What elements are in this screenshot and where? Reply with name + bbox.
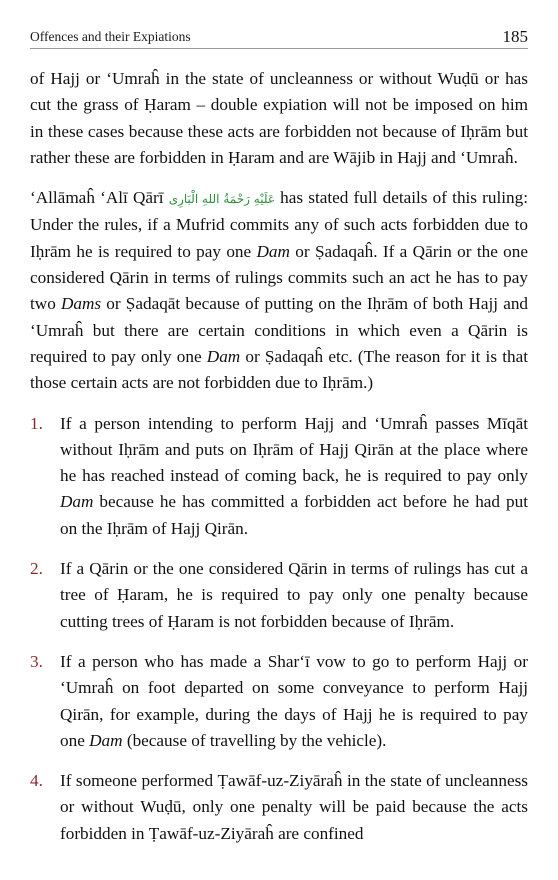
paragraph-text: or Ṣadaqaĥ etc. (The reason for it is that those certain acts are not forbidden due to Iḥrām.): [30, 346, 528, 393]
emphasis-term: Dam: [60, 492, 94, 512]
page-header: [30, 26, 528, 49]
item-text: If someone performed Ṭawāf-uz-Ziyāraĥ in the state of uncleanness or without Wuḍū, only one penalty will be paid because the acts forbidden in Ṭawāf-uz-Ziyāraĥ are confined: [60, 771, 528, 843]
list-item: [30, 556, 528, 635]
page-number: 185: [502, 27, 528, 46]
emphasis-term: Dam: [206, 346, 241, 366]
item-number: 3.: [30, 651, 43, 671]
list-item: [30, 768, 528, 847]
running-title: Offences and their Expiations: [30, 29, 191, 44]
list-item: [30, 411, 528, 542]
item-text: If a person intending to perform Hajj and ‘Umraĥ passes Mīqāt without Iḥrām and puts on Iḥrām of Hajj Qirān at the place where he has reached instead of coming back, he is required to pay only: [60, 413, 528, 486]
item-number: 1.: [30, 413, 43, 433]
paragraph-text: or Ṣadaqaĥ. If a Qārin or the one considered Qārin in terms of rulings commits such an act he has to pay two: [30, 241, 528, 314]
rulings-list: [30, 411, 528, 847]
item-text: because he has committed a forbidden act before he had put on the Iḥrām of Hajj Qirān.: [60, 492, 528, 538]
paragraph-text: or Ṣadaqāt because of putting on the Iḥrām of both Hajj and ‘Umraĥ but there are certain conditions in which even a Qārin is required to pay only one: [30, 294, 529, 366]
list-item: [30, 649, 528, 754]
paragraph-continuation: of Hajj or ‘Umraĥ in the state of uncleanness or without Wuḍū or has cut the grass of Ḥaram – double expiation will not be imposed on him in these cases because these acts are forbidden not because of Iḥrām but rather these are forbidden in Ḥaram and are Wājib in Hajj and ‘Umraĥ.: [30, 69, 528, 167]
emphasis-term: Dams: [60, 294, 102, 314]
page-body: [30, 66, 528, 861]
emphasis-term: Dam: [256, 241, 290, 261]
item-number: 4.: [30, 771, 43, 791]
item-text: (because of travelling by the vehicle).: [122, 730, 387, 750]
item-text: If a Qārin or the one considered Qārin in terms of rulings has cut a tree of Ḥaram, he is required to pay only one penalty because cutting trees of Ḥaram is not forbidden because of Iḥrām.: [60, 559, 528, 631]
paragraph-ali-qari: [30, 185, 528, 396]
item-text: If a person who has made a Sharʻī vow to go to perform Hajj or ‘Umraĥ on foot departed on some conveyance to perform Hajj Qirān, for example, during the days of Hajj he is required to pay one: [60, 651, 528, 750]
item-number: 2.: [30, 559, 43, 579]
paragraph-text: has stated full details of this ruling: Under the rules, if a Mufrid commits any of such acts forbidden due to Iḥrām he is required to pay one: [30, 188, 529, 261]
scholar-name: ‘Allāmaĥ ‘Alī Qārī: [30, 188, 164, 208]
emphasis-term: Dam: [89, 730, 123, 750]
arabic-honorific: عَلَيْهِ رَحْمَةُ اللهِ الْبَارِى: [168, 192, 275, 207]
